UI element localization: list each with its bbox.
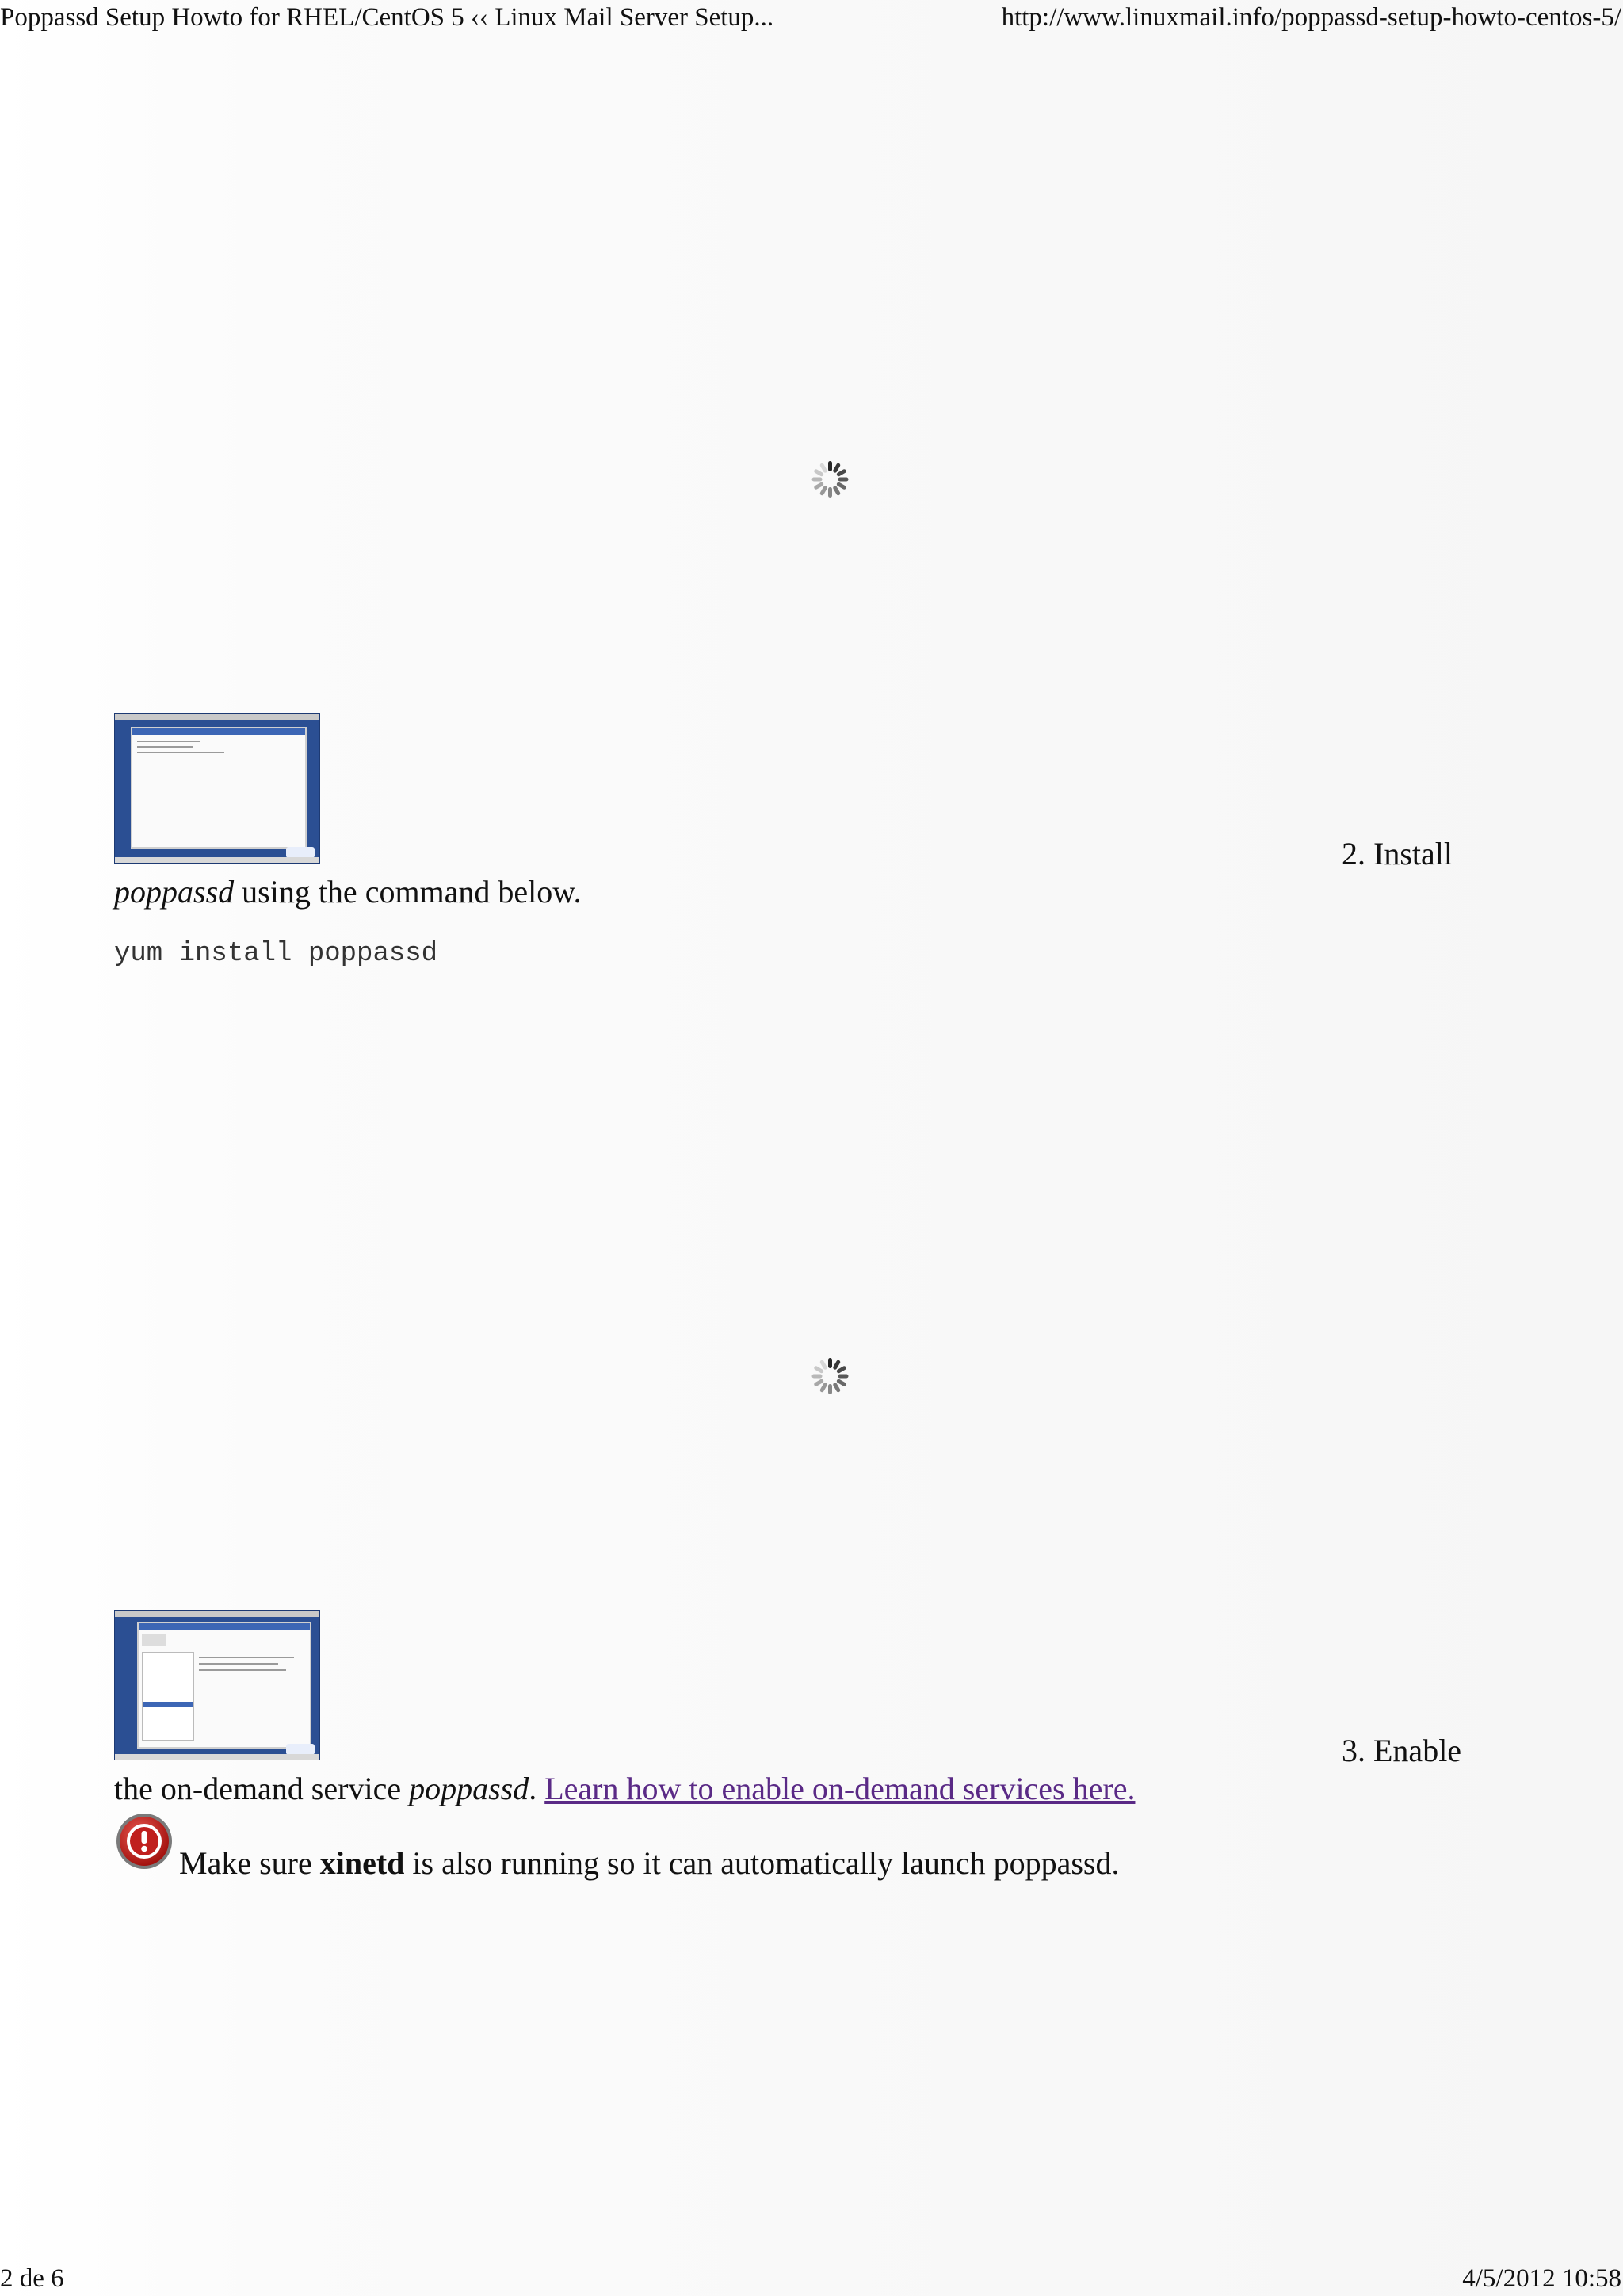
thumbnail-text-line [199,1669,286,1671]
step-2-description: using the command below. [234,874,582,910]
thumbnail-logo [286,847,315,858]
step-3-number: 3. Enable [1342,1733,1462,1768]
note-suffix: is also running so it can automatically launch poppassd. [404,1845,1120,1881]
spinner-spoke [828,461,832,471]
step-3-text [114,1770,1135,1808]
screenshot-thumbnail-services[interactable] [114,1610,320,1760]
thumbnail-text-line [199,1663,278,1665]
thumbnail-taskbar [115,1754,319,1760]
screenshot-thumbnail-terminal[interactable] [114,713,320,864]
thumbnail-service-list [142,1652,194,1741]
spinner-spoke [812,478,823,482]
thumbnail-menubar [115,714,319,720]
step-2-text [114,873,582,911]
step-3-italic-term: poppassd [409,1771,529,1806]
thumbnail-toolbar [142,1634,166,1646]
spinner-spoke [838,478,849,482]
page-url: http://www.linuxmail.info/poppassd-setup-howto-centos-5/ [1001,3,1621,32]
page-number: 2 de 6 [0,2264,64,2293]
thumbnail-selected-row [143,1702,193,1707]
thumbnail-text-line [199,1657,294,1658]
thumbnail-terminal-window [131,727,307,849]
install-command: yum install poppassd [114,939,438,969]
thumbnail-text-line [137,752,224,753]
spinner-spoke [828,487,832,498]
thumbnail-window-titlebar [139,1623,310,1630]
spinner-spoke [828,1384,832,1394]
step-3-suffix: . [529,1771,545,1806]
print-datetime: 4/5/2012 10:58 [1462,2264,1621,2293]
thumbnail-text-line [137,741,200,742]
thumbnail-taskbar [115,857,319,863]
page-title: Poppassd Setup Howto for RHEL/CentOS 5 ‹‹ Linux Mail Server Setup... [0,3,774,32]
loading-spinner-icon [810,1356,850,1396]
exclamation-warning-icon [114,1811,174,1871]
loading-spinner-icon [810,460,850,499]
thumbnail-text-line [137,746,193,748]
on-demand-services-link[interactable]: Learn how to enable on-demand services here. [544,1771,1136,1806]
thumbnail-window-titlebar [132,728,305,735]
spinner-spoke [838,1375,849,1379]
thumbnail-services-window [137,1622,311,1749]
step-2-number: 2. Install [1342,836,1453,871]
note-bold-term: xinetd [319,1845,405,1881]
spinner-spoke [812,1375,823,1379]
step-2-italic-term: poppassd [114,874,235,910]
note-prefix: Make sure [179,1845,320,1881]
thumbnail-menubar [115,1611,319,1617]
spinner-spoke [828,1358,832,1368]
xinetd-note [179,1844,1119,1882]
thumbnail-logo [286,1744,315,1755]
step-3-prefix: the on-demand service [114,1771,410,1806]
